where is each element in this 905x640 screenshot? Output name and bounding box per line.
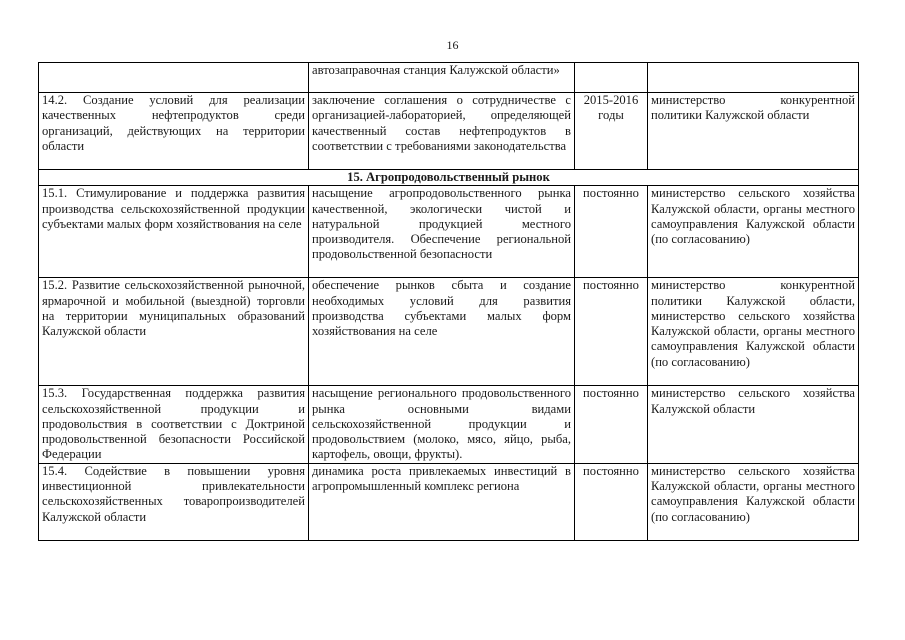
executor-cell: министерство сельского хозяйства Калужской области, органы местного самоуправления Калужской области (по согласованию) [648,463,859,540]
executor-cell [648,63,859,93]
section-header-row [39,170,859,186]
term-cell: постоянно [575,386,648,463]
table-row [39,63,859,93]
table-row [39,278,859,386]
result-cell: заключение соглашения о сотрудничестве с организацией-лабораторией, определяющей качественный состав нефтепродуктов в соответствии с требованиями законодательства [309,93,575,170]
measures-table [38,62,859,541]
page-number: 16 [446,38,459,52]
term-cell [575,63,648,93]
table-row [39,186,859,278]
measure-cell: 15.2. Развитие сельскохозяйственной рыночной, ярмарочной и мобильной (выездной) торговли на территории муниципальных образований Калужской области [39,278,309,386]
result-cell: насыщение агропродовольственного рынка качественной, экологически чистой и натуральной продукцией местного производителя. Обеспечение региональной продовольственной безопасности [309,186,575,278]
table-row [39,463,859,540]
executor-cell: министерство сельского хозяйства Калужской области, органы местного самоуправления Калужской области (по согласованию) [648,186,859,278]
term-cell: 2015-2016 годы [575,93,648,170]
result-cell: автозаправочная станция Калужской области» [309,63,575,93]
measure-cell [39,63,309,93]
executor-cell: министерство сельского хозяйства Калужской области [648,386,859,463]
term-cell: постоянно [575,463,648,540]
term-cell: постоянно [575,278,648,386]
result-cell: обеспечение рынков сбыта и создание необходимых условий для развития производства субъектами малых форм хозяйствования на селе [309,278,575,386]
measure-cell: 15.4. Содействие в повышении уровня инвестиционной привлекательности сельскохозяйственных товаропроизводителей Калужской области [39,463,309,540]
executor-cell: министерство конкурентной политики Калужской области [648,93,859,170]
result-cell: насыщение регионального продовольственного рынка основными видами сельскохозяйственной продукции и продовольствием (молоко, мясо, яйцо, рыба, картофель, овощи, фрукты). [309,386,575,463]
measure-cell: 15.3. Государственная поддержка развития сельскохозяйственной продукции и продовольствия в соответствии с Доктриной продовольственной безопасности Российской Федерации [39,386,309,463]
measure-cell: 15.1. Стимулирование и поддержка развития производства сельскохозяйственной продукции субъектами малых форм хозяйствования на селе [39,186,309,278]
table-row [39,93,859,170]
section-title: 15. Агропродовольственный рынок [39,170,859,186]
result-cell: динамика роста привлекаемых инвестиций в агропромышленный комплекс региона [309,463,575,540]
table-row [39,386,859,463]
term-cell: постоянно [575,186,648,278]
executor-cell: министерство конкурентной политики Калужской области, министерство сельского хозяйства Калужской области, органы местного самоуправления Калужской области (по согласованию) [648,278,859,386]
measure-cell: 14.2. Создание условий для реализации качественных нефтепродуктов среди организаций, действующих на территории области [39,93,309,170]
